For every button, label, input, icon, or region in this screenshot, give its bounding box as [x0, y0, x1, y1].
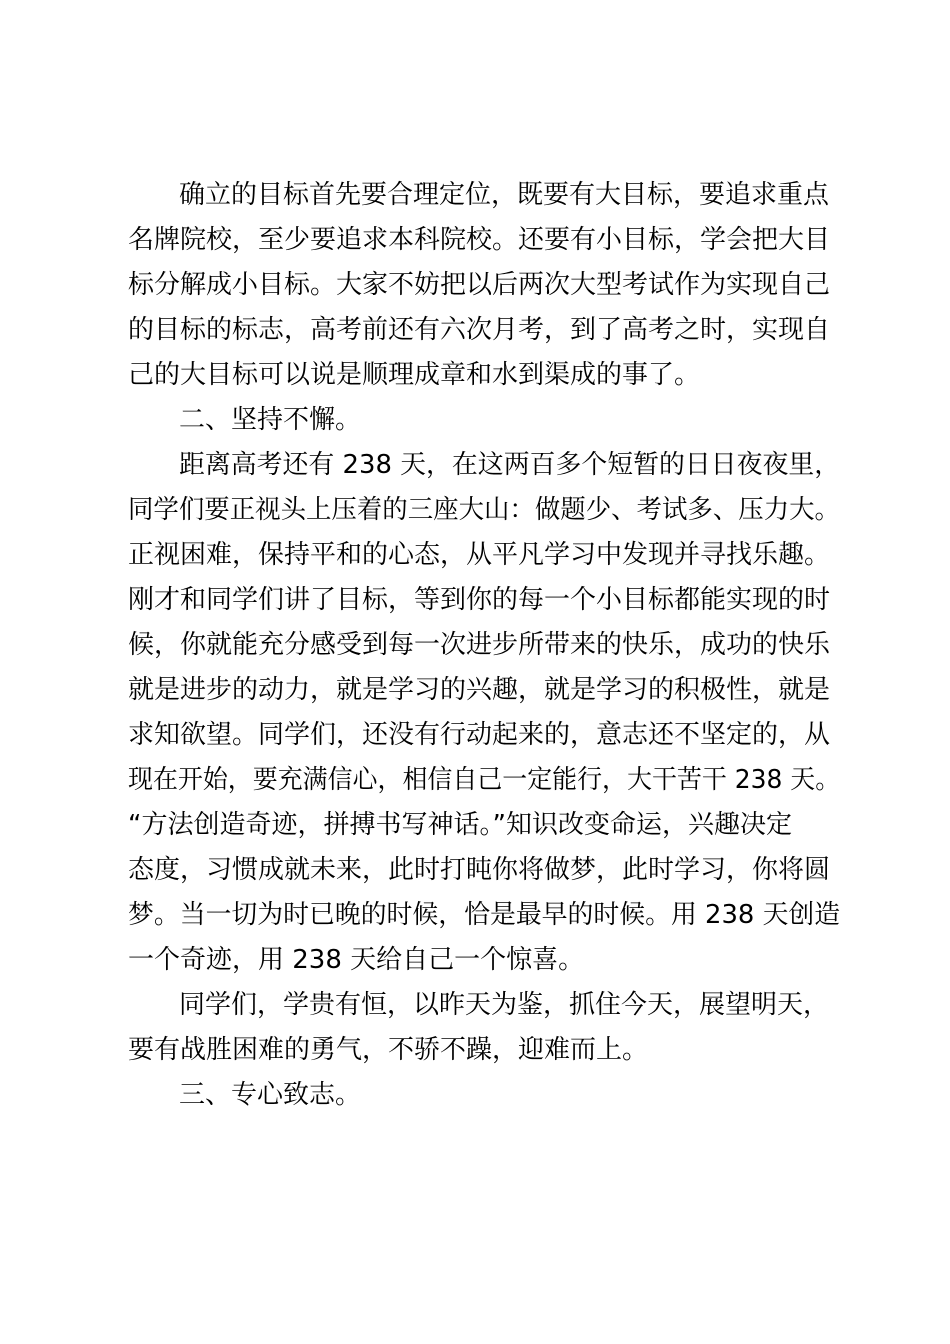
paragraph-line: 求知欲望。同学们，还没有行动起来的，意志还不坚定的，从	[128, 720, 831, 750]
paragraph-line: 同学们要正视头上压着的三座大山：做题少、考试多、压力大。	[128, 495, 840, 525]
section-heading: 二、坚持不懈。	[179, 405, 362, 435]
paragraph-line: 确立的目标首先要合理定位，既要有大目标，要追求重点	[179, 180, 830, 210]
paragraph-line: 距离高考还有 238 天，在这两百多个短暂的日日夜夜里，	[179, 450, 841, 480]
paragraph-line: 刚才和同学们讲了目标，等到你的每一个小目标都能实现的时	[128, 585, 831, 615]
paragraph-line: 一个奇迹，用 238 天给自己一个惊喜。	[128, 945, 585, 975]
paragraph-line: 梦。当一切为时已晚的时候，恰是最早的时候。用 238 天创造	[128, 900, 841, 930]
paragraph-line: 正视困难，保持平和的心态，从平凡学习中发现并寻找乐趣。	[128, 540, 831, 570]
section-heading: 三、专心致志。	[179, 1080, 362, 1110]
paragraph-line: 同学们，学贵有恒，以昨天为鉴，抓住今天，展望明天，	[179, 990, 830, 1020]
paragraph-line: 标分解成小目标。大家不妨把以后两次大型考试作为实现自己	[128, 270, 831, 300]
paragraph-line: 要有战胜困难的勇气，不骄不躁，迎难而上。	[128, 1035, 649, 1065]
paragraph-line: “方法创造奇迹，拼搏书写神话。”知识改变命运，兴趣决定	[128, 810, 792, 840]
paragraph-line: 名牌院校，至少要追求本科院校。还要有小目标，学会把大目	[128, 225, 831, 255]
paragraph-line: 候，你就能充分感受到每一次进步所带来的快乐，成功的快乐	[128, 630, 831, 660]
paragraph-line: 的目标的标志，高考前还有六次月考，到了高考之时，实现自	[128, 315, 831, 345]
paragraph-line: 己的大目标可以说是顺理成章和水到渠成的事了。	[128, 360, 701, 390]
paragraph-line: 现在开始，要充满信心，相信自己一定能行，大干苦干 238 天。	[128, 765, 841, 795]
paragraph-line: 态度，习惯成就未来，此时打盹你将做梦，此时学习，你将圆	[128, 855, 831, 885]
paragraph-line: 就是进步的动力，就是学习的兴趣，就是学习的积极性，就是	[128, 675, 831, 705]
